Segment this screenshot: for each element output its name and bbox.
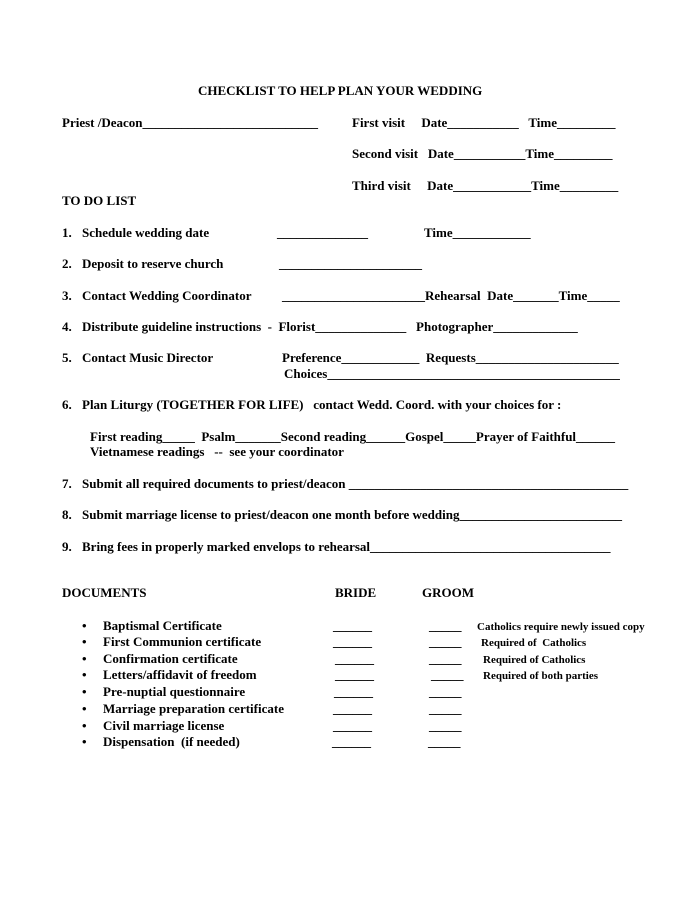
todo-item-9[interactable]: Bring fees in properly marked envelops to rehearsal_____________________________________ (82, 539, 611, 554)
groom-check-field[interactable]: _____ (428, 734, 461, 749)
bride-check-field[interactable]: ______ (332, 734, 371, 749)
bullet-icon: • (82, 701, 87, 716)
music-preference-field[interactable]: Preference____________ Requests______________________ (282, 350, 619, 365)
todo-item-7[interactable]: Submit all required documents to priest/deacon ___________________________________________ (82, 476, 629, 491)
todo-item-1: Schedule wedding date (82, 225, 210, 240)
vietnamese-readings-note: Vietnamese readings -- see your coordinator (90, 444, 344, 459)
todo-num-3: 3. (62, 288, 72, 303)
bullet-icon: • (82, 651, 87, 666)
wedding-time-field[interactable]: Time____________ (424, 225, 531, 240)
document-label: Marriage preparation certificate (103, 701, 284, 716)
deposit-field[interactable]: ______________________ (279, 256, 422, 271)
todo-num-8: 8. (62, 507, 72, 522)
liturgy-readings-row[interactable]: First reading_____ Psalm_______Second reading______Gospel_____Prayer of Faithful______ (90, 429, 616, 444)
document-note: Required of Catholics (483, 654, 586, 666)
documents-heading: DOCUMENTS (62, 585, 147, 600)
todo-item-6: Plan Liturgy (TOGETHER FOR LIFE) contact Wedd. Coord. with your choices for : (82, 397, 562, 412)
first-visit-row[interactable]: First visit Date___________ Time_________ (352, 115, 616, 130)
third-visit-row[interactable]: Third visit Date____________Time_________ (352, 178, 619, 193)
bride-check-field[interactable]: ______ (333, 634, 372, 649)
groom-heading: GROOM (422, 585, 474, 600)
document-label: Civil marriage license (103, 718, 225, 733)
bullet-icon: • (82, 618, 87, 633)
todo-num-2: 2. (62, 256, 72, 271)
todo-item-4[interactable]: Distribute guideline instructions - Florist______________ Photographer_____________ (82, 319, 578, 334)
document-label: First Communion certificate (103, 634, 262, 649)
bride-check-field[interactable]: ______ (333, 701, 372, 716)
groom-check-field[interactable]: _____ (429, 618, 462, 633)
bride-heading: BRIDE (335, 585, 377, 600)
document-label: Letters/affidavit of freedom (103, 667, 257, 682)
bride-check-field[interactable]: ______ (334, 684, 373, 699)
bullet-icon: • (82, 718, 87, 733)
todo-item-2: Deposit to reserve church (82, 256, 224, 271)
bride-check-field[interactable]: ______ (335, 667, 374, 682)
bride-check-field[interactable]: ______ (333, 618, 372, 633)
wedding-date-field[interactable]: ______________ (277, 225, 368, 240)
todo-item-8[interactable]: Submit marriage license to priest/deacon one month before wedding_________________________ (82, 507, 622, 522)
document-note: Required of both parties (483, 670, 598, 682)
bullet-icon: • (82, 667, 87, 682)
todo-num-1: 1. (62, 225, 72, 240)
groom-check-field[interactable]: _____ (431, 667, 464, 682)
music-choices-field[interactable]: Choices_____________________________________________ (284, 366, 620, 381)
todo-num-9: 9. (62, 539, 72, 554)
document-note: Catholics require newly issued copy (477, 621, 645, 633)
bullet-icon: • (82, 734, 87, 749)
document-label: Baptismal Certificate (103, 618, 222, 633)
document-label: Dispensation (if needed) (103, 734, 240, 749)
document-label: Confirmation certificate (103, 651, 238, 666)
groom-check-field[interactable]: _____ (429, 684, 462, 699)
coordinator-rehearsal-field[interactable]: ______________________Rehearsal Date_______Time_____ (282, 288, 620, 303)
todo-num-5: 5. (62, 350, 72, 365)
priest-deacon-field[interactable]: Priest /Deacon___________________________ (62, 115, 319, 130)
todo-num-6: 6. (62, 397, 72, 412)
bride-check-field[interactable]: ______ (333, 718, 372, 733)
groom-check-field[interactable]: _____ (429, 634, 462, 649)
bride-check-field[interactable]: ______ (335, 651, 374, 666)
todo-heading: TO DO LIST (62, 193, 137, 208)
todo-num-4: 4. (62, 319, 72, 334)
todo-num-7: 7. (62, 476, 72, 491)
second-visit-row[interactable]: Second visit Date___________Time_________ (352, 146, 613, 161)
bullet-icon: • (82, 634, 87, 649)
groom-check-field[interactable]: _____ (429, 701, 462, 716)
todo-item-5: Contact Music Director (82, 350, 214, 365)
groom-check-field[interactable]: _____ (429, 718, 462, 733)
page-title: CHECKLIST TO HELP PLAN YOUR WEDDING (198, 83, 483, 98)
groom-check-field[interactable]: _____ (429, 651, 462, 666)
document-label: Pre-nuptial questionnaire (103, 684, 246, 699)
bullet-icon: • (82, 684, 87, 699)
todo-item-3: Contact Wedding Coordinator (82, 288, 252, 303)
document-note: Required of Catholics (481, 637, 587, 649)
